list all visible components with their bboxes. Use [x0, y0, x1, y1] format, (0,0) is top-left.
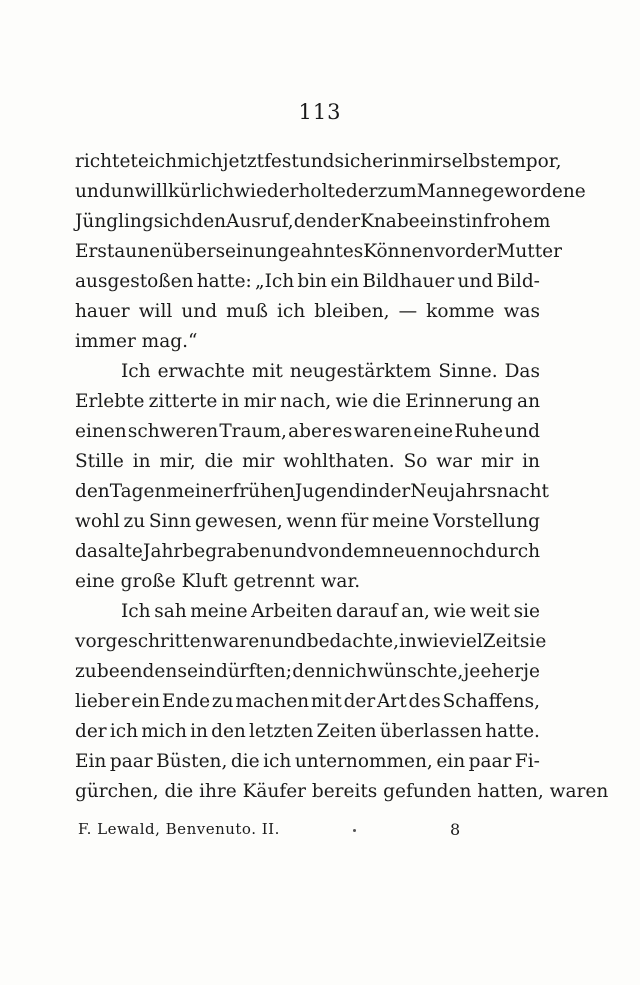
text-line: Jüngling sich den Ausruf, den der Knabe einst in frohem	[75, 211, 551, 232]
text-line: und unwillkürlich wiederholte der zum Manne gewordene	[75, 181, 586, 202]
text-line: wohl zu Sinn gewesen, wenn für meine Vorstellung	[75, 511, 540, 532]
text-line: lieber ein Ende zu machen mit der Art des Schaffens,	[75, 691, 540, 712]
body-text	[75, 147, 609, 807]
page-number: 113	[298, 100, 342, 124]
text-line: richtete ich mich jetzt fest und sicher in mir selbst empor,	[75, 151, 562, 172]
text-line: der ich mich in den letzten Zeiten überlassen hatte.	[75, 721, 540, 742]
text-line: Erlebte zitterte in mir nach, wie die Erinnerung an	[75, 391, 540, 412]
text-line: Ich erwachte mit neugestärktem Sinne. Das	[121, 361, 540, 382]
text-line: hauer will und muß ich bleiben, — komme was	[75, 301, 540, 322]
text-line: Stille in mir, die mir wohlthaten. So war mir in	[75, 451, 540, 472]
text-line: den Tagen meiner frühen Jugend in der Neujahrsnacht	[75, 481, 549, 502]
text-line: gürchen, die ihre Käufer bereits gefunden hatten, waren	[75, 781, 609, 802]
text-line: Ich sah meine Arbeiten darauf an, wie weit sie	[121, 601, 540, 622]
text-line: zu beenden sein dürften; denn ich wünschte, je eher je	[75, 661, 540, 682]
text-line: Ein paar Büsten, die ich unternommen, ein paar Fi-	[75, 751, 540, 772]
footer-imprint: F. Lewald, Benvenuto. II.	[78, 820, 280, 838]
text-line: immer mag.“	[75, 331, 198, 352]
text-line: eine große Kluft getrennt war.	[75, 571, 361, 592]
text-line: das alte Jahr begraben und von dem neuen noch durch	[75, 541, 540, 562]
text-line: vorgeschritten waren und bedachte, in wie viel Zeit sie	[75, 631, 547, 652]
text-line: ausgestoßen hatte: „Ich bin ein Bildhauer und Bild-	[75, 271, 540, 292]
signature-mark: 8	[450, 820, 461, 839]
ink-dot	[353, 829, 356, 832]
text-line: einen schweren Traum, aber es waren eine Ruhe und	[75, 421, 540, 442]
text-line: Erstaunen über sein ungeahntes Können vor der Mutter	[75, 241, 562, 262]
